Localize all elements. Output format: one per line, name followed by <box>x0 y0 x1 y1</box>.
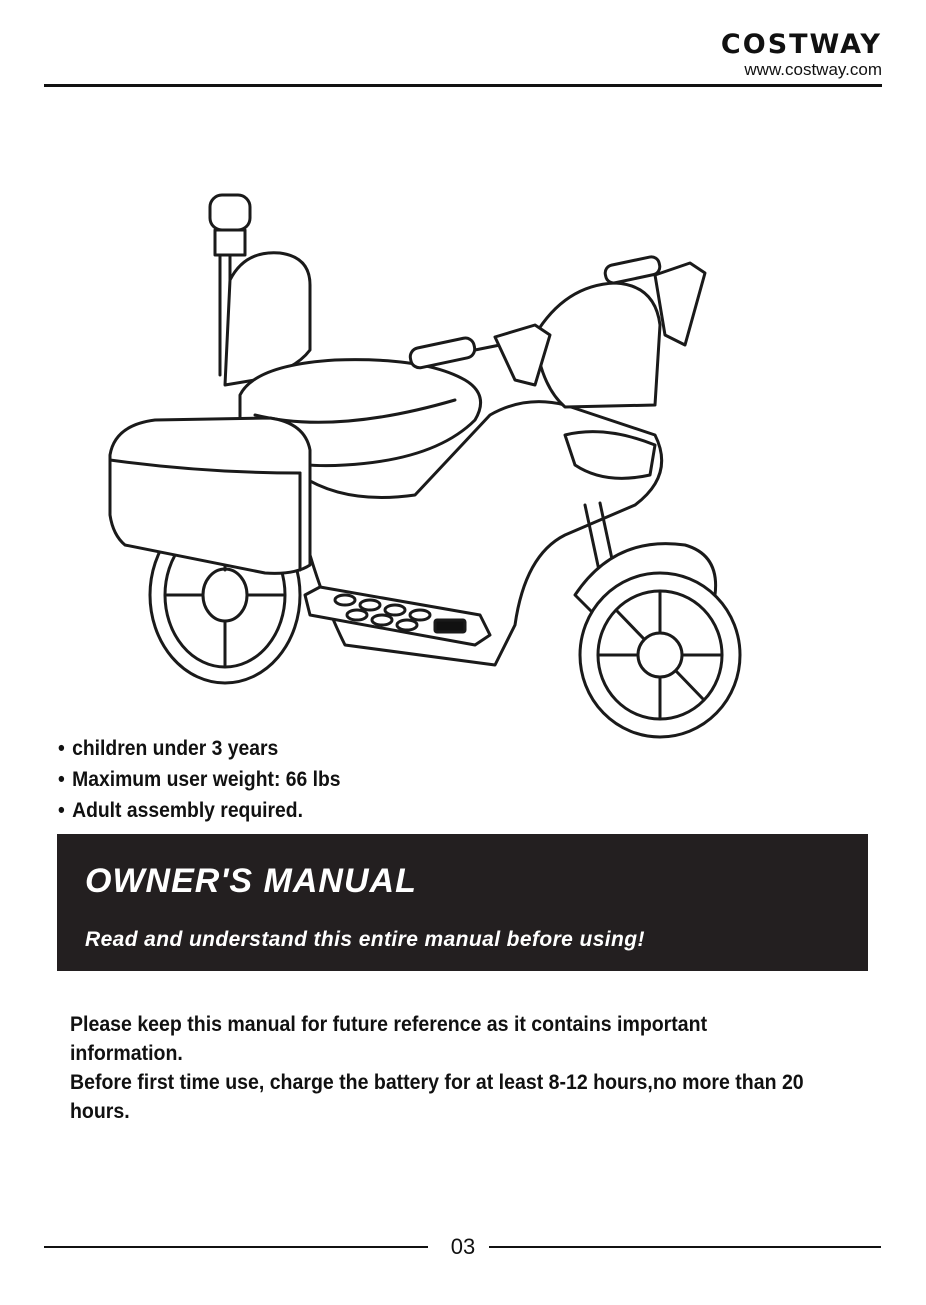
brand-header <box>721 30 882 80</box>
bullet-assembly: • Adult assembly required. <box>58 795 341 826</box>
bullet-age: • children under 3 years <box>58 733 341 764</box>
bullet-max-weight: • Maximum user weight: 66 lbs <box>58 764 341 795</box>
banner-subtitle: Read and understand this entire manual before using! <box>85 928 645 951</box>
owners-manual-banner <box>57 834 868 971</box>
page-number: 03 <box>450 1234 476 1259</box>
saddle-box <box>110 418 310 573</box>
brand-logo: COSTWAY <box>720 29 882 60</box>
header-divider <box>44 84 882 87</box>
footer-rule-left <box>44 1246 428 1248</box>
important-notes <box>70 1010 870 1126</box>
banner-title: OWNER'S MANUAL <box>85 862 417 900</box>
brand-url: www.costway.com <box>744 60 882 79</box>
note-keep-manual: Please keep this manual for future reference as it contains important information. <box>70 1013 708 1065</box>
front-wheel <box>580 573 740 737</box>
usage-notes-list <box>58 733 365 826</box>
motorcycle-illustration-icon <box>95 175 755 740</box>
footer-rule-right <box>489 1246 881 1248</box>
note-charge-battery: Before first time use, charge the battery for at least 8-12 hours,no more than 20 hours. <box>70 1071 804 1123</box>
